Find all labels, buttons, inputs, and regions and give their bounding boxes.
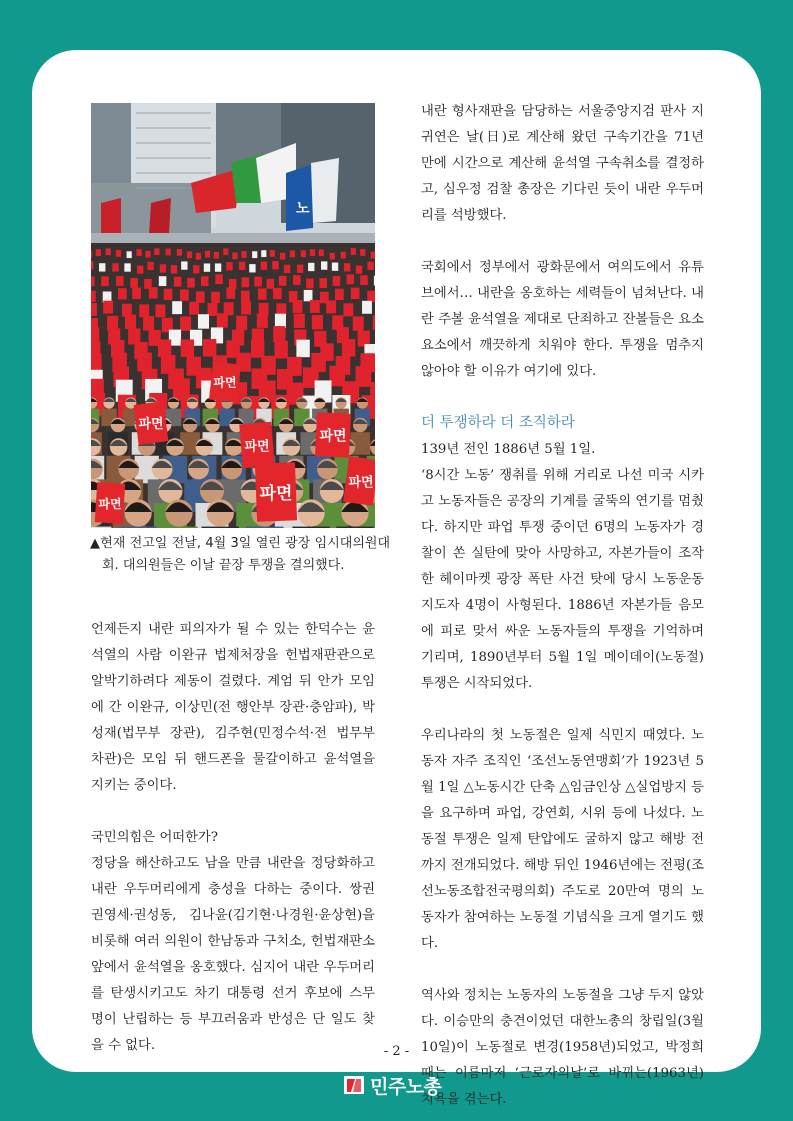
left-column (91, 617, 375, 1059)
section-heading: 더 투쟁하라 더 조직하라 (421, 415, 575, 431)
protest-sign-text: 파면 (259, 483, 293, 504)
protest-sign (239, 422, 274, 468)
protest-sign-text: 파면 (348, 475, 374, 491)
right-paragraph-2: 국회에서 정부에서 광화문에서 여의도에서 유튜브에서… 내란을 옹호하는 세력들이 넘쳐난다. 내란 주볼 윤석열을 제대로 단죄하고 잔볼들은 요소요소에서 깨끗하게 치워야 한다. 투쟁을 멈추지 않아야 할 이유가 여기에 있다. (421, 260, 704, 379)
flag-label: 노 (296, 201, 310, 217)
union-logo-icon (342, 1073, 366, 1097)
protest-sign (134, 401, 169, 444)
right-paragraph-5: 역사와 정치는 노동자의 노동절을 그냥 두지 않았다. 이승만의 충견이었던 대한노총의 창립일(3월 10일)이 노동절로 변경(1958년)되었고, 박정희 때는 이름마저 ‘근로자의날’로 바뀌는(1963년) 치욕을 겪는다. (421, 988, 704, 1107)
protest-sign (209, 362, 241, 403)
rally-photo-image (91, 103, 375, 528)
right-column (421, 99, 704, 1113)
left-paragraph-2: 국민의힘은 어떠한가? 정당을 해산하고도 남을 만큼 내란을 정당화하고 내란 우두머리에게 충성을 다하는 중이다. 쌍권 권영세·권성동, 김나윤(김기현·나경원·윤상현)을 비롯해 여러 의원이 한남동과 구치소, 헌법재판소 앞에서 윤석열을 옹호했다. 심지어 내란 우두머리를 탄생시키고도 차기 대통령 선거 후보에 스무 명이 난립하는 등 부끄러움과 반성은 단 일도 찾을 수 없다. (91, 830, 375, 1053)
protest-sign-text: 파면 (213, 375, 237, 390)
photo-caption: ▲현재 전고일 전날, 4월 3일 열린 광장 임시대의원대회. 대의원들은 이날 끝장 투쟁을 결의했다. (90, 536, 390, 573)
left-paragraph-1: 언제든지 내란 피의자가 될 수 있는 한덕수는 윤석열의 사람 이완규 법제처장을 헌법재판관으로 알박기하려다 제동이 걸렸다. 계엄 뒤 안가 모임에 간 이완규, 이상민(전 행안부 장관·충암파), 박성재(법무부 장관), 김주현(민정수석·전 법무부 차관)은 모임 뒤 핸드폰을 물갈이하고 윤석열을 지키는 중이다. (91, 622, 375, 793)
protest-sign-text: 파면 (98, 496, 122, 511)
right-paragraph-1: 내란 형사재판을 담당하는 서울중앙지검 판사 지귀연은 날(日)로 계산해 왔던 구속기간을 71년 만에 시간으로 계산해 윤석열 구속취소를 결정하고, 심우정 검찰 총장은 기다린 듯이 내란 우두머리를 석방했다. (421, 104, 704, 223)
protest-sign (95, 482, 125, 524)
protest-sign-text: 파면 (138, 416, 164, 432)
protest-sign-text: 파면 (244, 439, 270, 455)
protest-sign (255, 462, 297, 521)
protest-sign (315, 412, 351, 458)
right-paragraph-4: 우리나라의 첫 노동절은 일제 식민지 때였다. 노동자 자주 조직인 ‘조선노동연맹회’가 1923년 5월 1일 △노동시간 단축 △임금인상 △실업방지 등을 요구하며 파업, 강연회, 시위 등에 나섰다. 노동절 투쟁은 일제 탄압에도 굴하지 않고 해방 전까지 전개되었다. 해방 뒤인 1946년에는 전평(조선노동조합전국평의회) 주도로 20만여 명의 노동자가 참여하는 노동절 기념식을 크게 열기도 했다. (421, 728, 704, 951)
union-logo-text: 민주노총 (370, 1075, 442, 1098)
rally-photo (91, 103, 375, 528)
page-number: - 2 - (383, 1044, 410, 1059)
protest-sign-text: 파면 (319, 428, 347, 445)
union-logo (342, 1073, 441, 1097)
right-paragraph-3: 139년 전인 1886년 5월 1일. ‘8시간 노동’ 쟁취를 위해 거리로 나선 미국 시카고 노동자들은 공장의 기계를 굴뚝의 연기를 멈췄다. 하지만 파업 투쟁 중이던 6명의 노동자가 경찰이 쏜 실탄에 맞아 사망하고, 자본가들이 조작한 헤이마켓 광장 폭탄 사건 탓에 당시 노동운동 지도자 4명이 사형된다. 1886년 자본가들 음모에 피로 맞서 싸운 노동자들의 투쟁을 기억하며 기리며, 1890년부터 5월 1일 메이데이(노동절) 투쟁은 시작되었다. (421, 442, 704, 691)
